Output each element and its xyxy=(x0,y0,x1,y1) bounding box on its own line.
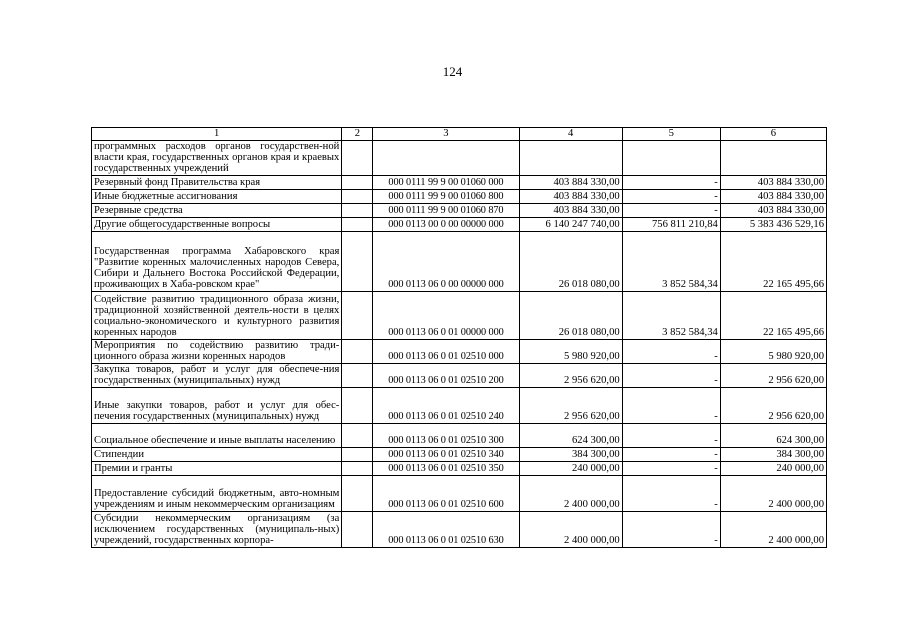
row-plan: 5 980 920,00 xyxy=(519,339,622,363)
row-col2 xyxy=(342,447,373,461)
table-row xyxy=(92,339,827,363)
table-row xyxy=(92,387,827,423)
row-code: 000 0111 99 9 00 01060 000 xyxy=(373,175,519,189)
row-plan: 2 956 620,00 xyxy=(519,387,622,423)
table-row xyxy=(92,475,827,511)
row-total xyxy=(720,141,826,176)
table-row xyxy=(92,423,827,447)
row-code: 000 0113 06 0 01 02510 350 xyxy=(373,461,519,475)
row-name: Иные закупки товаров, работ и услуг для обес-печения государственных (муниципальных) нужд xyxy=(92,387,342,423)
column-header: 5 xyxy=(622,128,720,141)
row-change: 3 852 584,34 xyxy=(622,291,720,339)
row-change: - xyxy=(622,475,720,511)
row-col2 xyxy=(342,475,373,511)
row-plan: 26 018 080,00 xyxy=(519,231,622,291)
row-total: 384 300,00 xyxy=(720,447,826,461)
table-row xyxy=(92,461,827,475)
row-col2 xyxy=(342,363,373,387)
row-change: - xyxy=(622,189,720,203)
row-name: Субсидии некоммерческим организациям (за исключением государственных (муниципаль-ных) учреждений, государственных корпора- xyxy=(92,511,342,547)
row-code: 000 0111 99 9 00 01060 870 xyxy=(373,203,519,217)
row-total: 2 400 000,00 xyxy=(720,511,826,547)
row-plan: 2 956 620,00 xyxy=(519,363,622,387)
row-change: - xyxy=(622,447,720,461)
row-change: - xyxy=(622,461,720,475)
row-code: 000 0113 06 0 01 02510 600 xyxy=(373,475,519,511)
row-col2 xyxy=(342,339,373,363)
column-header: 4 xyxy=(519,128,622,141)
row-name: Предоставление субсидий бюджетным, авто-номным учреждениям и иным некоммерческим организациям xyxy=(92,475,342,511)
row-name: Государственная программа Хабаровского края "Развитие коренных малочисленных народов Севера, Сибири и Дальнего Востока Российской Федерации, проживающих в Хаба-ровском крае" xyxy=(92,231,342,291)
table-row xyxy=(92,231,827,291)
table-row xyxy=(92,511,827,547)
row-total: 2 956 620,00 xyxy=(720,363,826,387)
row-col2 xyxy=(342,231,373,291)
row-code xyxy=(373,141,519,176)
row-total: 624 300,00 xyxy=(720,423,826,447)
column-header: 6 xyxy=(720,128,826,141)
row-total: 2 400 000,00 xyxy=(720,475,826,511)
row-code: 000 0113 06 0 01 02510 200 xyxy=(373,363,519,387)
row-code: 000 0113 06 0 01 02510 300 xyxy=(373,423,519,447)
row-change: - xyxy=(622,387,720,423)
row-code: 000 0113 06 0 01 02510 000 xyxy=(373,339,519,363)
row-change: 3 852 584,34 xyxy=(622,231,720,291)
row-total: 5 383 436 529,16 xyxy=(720,217,826,231)
row-total: 240 000,00 xyxy=(720,461,826,475)
row-code: 000 0113 06 0 01 02510 630 xyxy=(373,511,519,547)
table-row xyxy=(92,291,827,339)
row-name: Закупка товаров, работ и услуг для обеспече-ния государственных (муниципальных) нужд xyxy=(92,363,342,387)
row-change: - xyxy=(622,175,720,189)
row-name: Содействие развитию традиционного образа жизни, традиционной хозяйственной деятель-ности в целях социально-экономического и культурного развития коренных народов xyxy=(92,291,342,339)
row-name: Социальное обеспечение и иные выплаты населению xyxy=(92,423,342,447)
row-change: 756 811 210,84 xyxy=(622,217,720,231)
row-plan: 26 018 080,00 xyxy=(519,291,622,339)
row-plan: 384 300,00 xyxy=(519,447,622,461)
row-plan: 403 884 330,00 xyxy=(519,175,622,189)
row-col2 xyxy=(342,387,373,423)
row-plan: 2 400 000,00 xyxy=(519,511,622,547)
row-col2 xyxy=(342,189,373,203)
table-row xyxy=(92,141,827,176)
table-row xyxy=(92,175,827,189)
column-header: 2 xyxy=(342,128,373,141)
budget-table xyxy=(91,127,827,548)
row-total: 403 884 330,00 xyxy=(720,189,826,203)
row-col2 xyxy=(342,203,373,217)
row-plan: 403 884 330,00 xyxy=(519,189,622,203)
row-code: 000 0113 06 0 01 02510 340 xyxy=(373,447,519,461)
row-name: Премии и гранты xyxy=(92,461,342,475)
table-row xyxy=(92,189,827,203)
row-total: 5 980 920,00 xyxy=(720,339,826,363)
row-col2 xyxy=(342,217,373,231)
column-header: 3 xyxy=(373,128,519,141)
row-change: - xyxy=(622,423,720,447)
row-change xyxy=(622,141,720,176)
row-plan: 403 884 330,00 xyxy=(519,203,622,217)
row-name: Мероприятия по содействию развитию тради-ционного образа жизни коренных народов xyxy=(92,339,342,363)
row-col2 xyxy=(342,511,373,547)
page-number: 124 xyxy=(442,64,463,79)
row-name: программных расходов органов государствен-ной власти края, государственных органов края и краевых государственных учреждений xyxy=(92,141,342,176)
row-change: - xyxy=(622,203,720,217)
row-change: - xyxy=(622,339,720,363)
row-plan: 240 000,00 xyxy=(519,461,622,475)
row-code: 000 0113 00 0 00 00000 000 xyxy=(373,217,519,231)
row-name: Стипендии xyxy=(92,447,342,461)
row-code: 000 0113 06 0 01 02510 240 xyxy=(373,387,519,423)
table-row xyxy=(92,363,827,387)
row-code: 000 0111 99 9 00 01060 800 xyxy=(373,189,519,203)
row-change: - xyxy=(622,363,720,387)
row-plan: 2 400 000,00 xyxy=(519,475,622,511)
row-total: 22 165 495,66 xyxy=(720,231,826,291)
row-change: - xyxy=(622,511,720,547)
row-total: 22 165 495,66 xyxy=(720,291,826,339)
row-col2 xyxy=(342,291,373,339)
table-row xyxy=(92,217,827,231)
column-header: 1 xyxy=(92,128,342,141)
row-total: 403 884 330,00 xyxy=(720,203,826,217)
row-col2 xyxy=(342,423,373,447)
row-name: Иные бюджетные ассигнования xyxy=(92,189,342,203)
row-col2 xyxy=(342,141,373,176)
row-total: 2 956 620,00 xyxy=(720,387,826,423)
row-plan xyxy=(519,141,622,176)
row-plan: 6 140 247 740,00 xyxy=(519,217,622,231)
row-col2 xyxy=(342,461,373,475)
row-code: 000 0113 06 0 00 00000 000 xyxy=(373,231,519,291)
table-row xyxy=(92,203,827,217)
header-row xyxy=(92,128,827,141)
row-name: Резервные средства xyxy=(92,203,342,217)
row-plan: 624 300,00 xyxy=(519,423,622,447)
row-code: 000 0113 06 0 01 00000 000 xyxy=(373,291,519,339)
row-name: Резервный фонд Правительства края xyxy=(92,175,342,189)
row-col2 xyxy=(342,175,373,189)
row-name: Другие общегосударственные вопросы xyxy=(92,217,342,231)
row-total: 403 884 330,00 xyxy=(720,175,826,189)
table-row xyxy=(92,447,827,461)
